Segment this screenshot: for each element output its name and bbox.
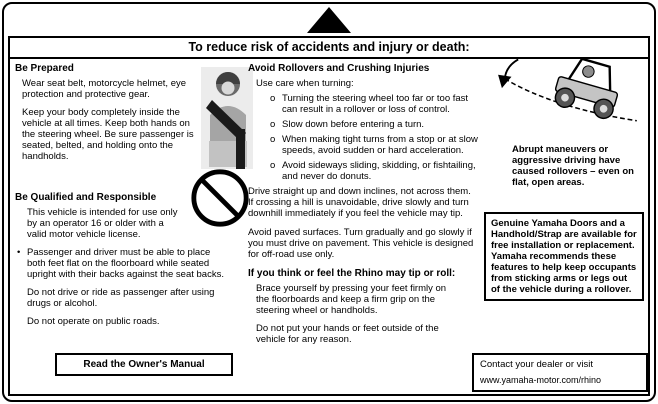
o-bullet-marker: o	[270, 119, 276, 130]
hands-feet-inside-text: Do not put your hands or feet outside of the vehicle for any reason.	[256, 323, 439, 345]
passenger-feet-bullet-text: Passenger and driver must be able to place both feet flat on the floorboard while seated upright with their backs against the seat backs.	[27, 247, 224, 280]
no-public-roads-text: Do not operate on public roads.	[27, 316, 160, 327]
warning-triangle-icon	[307, 7, 351, 33]
use-care-intro: Use care when turning:	[256, 78, 354, 89]
read-owners-manual-text: Read the Owner's Manual	[83, 359, 205, 370]
tip-or-roll-heading: If you think or feel the Rhino may tip or roll:	[248, 268, 456, 279]
seatbelt-person-icon	[201, 67, 253, 169]
bullet-marker: •	[17, 247, 21, 258]
be-qualified-heading: Be Qualified and Responsible	[15, 192, 157, 203]
be-qualified-text-1: This vehicle is intended for use only by an operator 16 or older with a valid motor vehicle license.	[27, 207, 178, 240]
yamaha-doors-note-box	[484, 212, 644, 301]
paved-surfaces-text: Avoid paved surfaces. Turn gradually and go slowly if you must drive on pavement. This vehicle is designed for off-road use only.	[248, 227, 474, 260]
turning-bullet-2	[270, 119, 480, 130]
turning-bullet-2-text: Slow down before entering a turn.	[282, 119, 425, 130]
avoid-rollovers-heading: Avoid Rollovers and Crushing Injuries	[248, 63, 430, 74]
turning-bullet-1-text: Turning the steering wheel too far or too fast can result in a rollover or loss of control.	[282, 93, 469, 115]
turning-bullet-4-text: Avoid sideways sliding, skidding, or fishtailing, and never do donuts.	[282, 160, 476, 182]
o-bullet-marker: o	[270, 160, 276, 171]
no-drugs-alcohol-text: Do not drive or ride as passenger after using drugs or alcohol.	[27, 287, 215, 309]
label-inner-panel	[8, 36, 650, 396]
dealer-website-url: www.yamaha-motor.com/rhino	[480, 375, 602, 385]
yamaha-doors-note-text: Genuine Yamaha Doors and a Handhold/Strap are available for free installation or replacement. Yamaha recommends these features to help keep occupants from sticking arms or legs out of the vehicle during a rollover.	[491, 218, 637, 295]
turning-bullet-list	[270, 93, 480, 182]
turning-bullet-3	[270, 134, 480, 156]
o-bullet-marker: o	[270, 93, 276, 104]
brace-yourself-text: Brace yourself by pressing your feet firmly on the floorboards and keep a firm grip on the steering wheel or handholds.	[256, 283, 447, 316]
page-title: To reduce risk of accidents and injury or death:	[10, 38, 648, 59]
right-column	[480, 48, 646, 301]
abrupt-maneuvers-text: Abrupt maneuvers or aggressive driving have caused rollovers – even on flat, open areas.	[512, 144, 634, 188]
passenger-feet-bullet	[17, 247, 247, 280]
turning-bullet-4	[270, 160, 480, 182]
be-prepared-text-1: Wear seat belt, motorcycle helmet, eye protection and protective gear.	[22, 78, 187, 100]
middle-column	[248, 63, 480, 352]
left-column	[15, 63, 247, 376]
inclines-text: Drive straight up and down inclines, not across them. If crossing a hill is unavoidable, drive slowly and turn downhill immediately if you feel the vehicle may tip.	[248, 186, 471, 219]
turning-bullet-3-text: When making tight turns from a stop or at slow speeds, avoid sudden or hard acceleration.	[282, 134, 478, 156]
rollover-vehicle-icon	[488, 48, 644, 136]
dealer-contact-box	[472, 353, 648, 392]
o-bullet-marker: o	[270, 134, 276, 145]
turning-bullet-1	[270, 93, 480, 115]
be-prepared-heading: Be Prepared	[15, 63, 74, 74]
read-owners-manual-box	[55, 353, 233, 376]
dealer-contact-text: Contact your dealer or visit	[480, 359, 593, 370]
be-prepared-text-2: Keep your body completely inside the vehicle at all times. Keep both hands on the steering wheel. Be sure passenger is seated, belted, and holding onto the handholds.	[22, 107, 194, 162]
prohibition-icon	[189, 167, 251, 229]
